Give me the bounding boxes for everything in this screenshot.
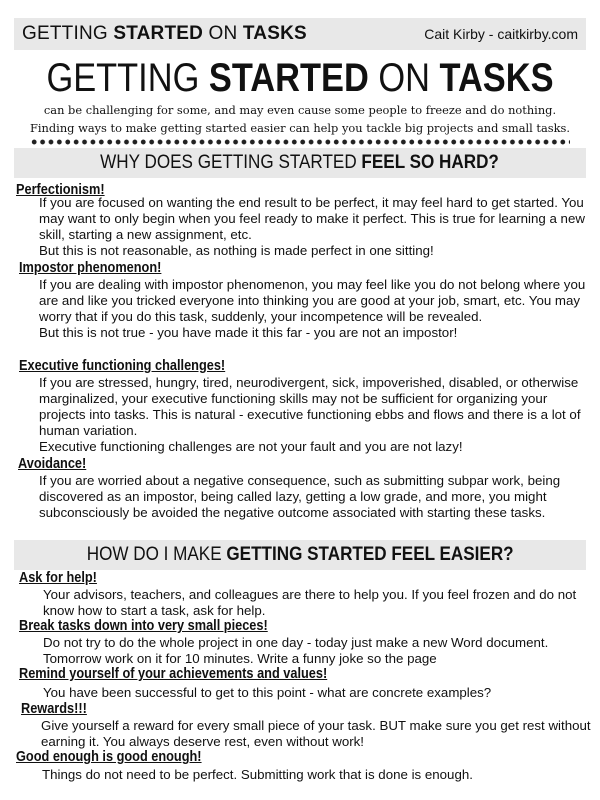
paragraph-remind-yourself (43, 685, 591, 701)
paragraph-good-enough (42, 767, 591, 783)
paragraph-text: Give yourself a reward for every small piece of your task. BUT make sure you get rest without earning it. You always deserve rest, even without work! (41, 718, 591, 749)
paragraph-text: You have been successful to get to this point - what are concrete examples? (43, 685, 492, 700)
subtitle (10, 101, 590, 137)
paragraph-text: Do not try to do the whole project in one day - today just make a new Word document. Tomorrow work on it for 10 minutes. Write a funny joke so the page (43, 635, 549, 666)
heading-ask-for-help: Ask for help! (19, 569, 97, 586)
paragraph-break-tasks (43, 635, 591, 667)
header-title: GETTING STARTED ON TASKS (22, 23, 307, 44)
paragraph-ask-for-help (43, 587, 591, 619)
paragraph-text: But this is not reasonable, as nothing is made perfect in one sitting! (39, 243, 434, 258)
dotted-divider (30, 139, 570, 145)
heading-perfectionism: Perfectionism! (16, 181, 105, 198)
heading-avoidance: Avoidance! (18, 455, 87, 472)
section-header-how: HOW DO I MAKE GETTING STARTED FEEL EASIER? (14, 540, 586, 570)
subtitle-line-1: can be challenging for some, and may even cause some people to freeze and do nothing. (43, 103, 557, 117)
paragraph-text: If you are stressed, hungry, tired, neurodivergent, sick, impoverished, disabled, or otherwise marginalized, your executive functioning skills may not be sufficient for organizing your projects into tasks. This is natural - executive functioning ebbs and flows and there is a lot of human variation. (39, 375, 581, 438)
paragraph-text: Your advisors, teachers, and colleagues are there to help you. If you feel frozen and do not know how to start a task, ask for help. (43, 587, 577, 618)
heading-executive-functioning: Executive functioning challenges! (19, 357, 226, 374)
paragraph-perfectionism (39, 195, 591, 259)
section-header-why: WHY DOES GETTING STARTED FEEL SO HARD? (14, 148, 586, 178)
heading-remind-yourself: Remind yourself of your achievements and values! (19, 665, 328, 682)
header-author: Cait Kirby - caitkirby.com (424, 26, 578, 42)
paragraph-avoidance (39, 473, 591, 521)
header-bar (14, 18, 586, 50)
heading-impostor: Impostor phenomenon! (19, 259, 162, 276)
heading-rewards: Rewards!!! (21, 700, 87, 717)
paragraph-text: But this is not true - you have made it this far - you are not an impostor! (39, 325, 458, 340)
subtitle-line-2: Finding ways to make getting started easier can help you tackle big projects and small tasks. (30, 121, 570, 135)
paragraph-text: If you are focused on wanting the end result to be perfect, it may feel hard to get started. You may want to only begin when you feel ready to make it perfect. This is true for learning a new skill, starting a new assignment, etc. (39, 195, 585, 242)
paragraph-impostor (39, 277, 591, 341)
heading-good-enough: Good enough is good enough! (16, 748, 202, 765)
paragraph-text: Things do not need to be perfect. Submitting work that is done is enough. (42, 767, 473, 782)
paragraph-text: If you are dealing with impostor phenomenon, you may feel like you do not belong where you are and like you tricked everyone into thinking you are good at your job, smart, etc. You may worry that if you do this task, suddenly, your incompetence will be revealed. (39, 277, 586, 324)
paragraph-executive-functioning (39, 375, 591, 455)
page-title: GETTING STARTED ON TASKS (46, 56, 554, 100)
heading-break-tasks: Break tasks down into very small pieces! (19, 617, 268, 634)
paragraph-rewards (41, 718, 591, 750)
paragraph-text: Executive functioning challenges are not your fault and you are not lazy! (39, 439, 463, 454)
paragraph-text: If you are worried about a negative consequence, such as submitting subpar work, being discovered as an impostor, being called lazy, getting a low grade, and more, you might subconsciously be avoided the negative outcome associated with starting these tasks. (39, 473, 561, 520)
